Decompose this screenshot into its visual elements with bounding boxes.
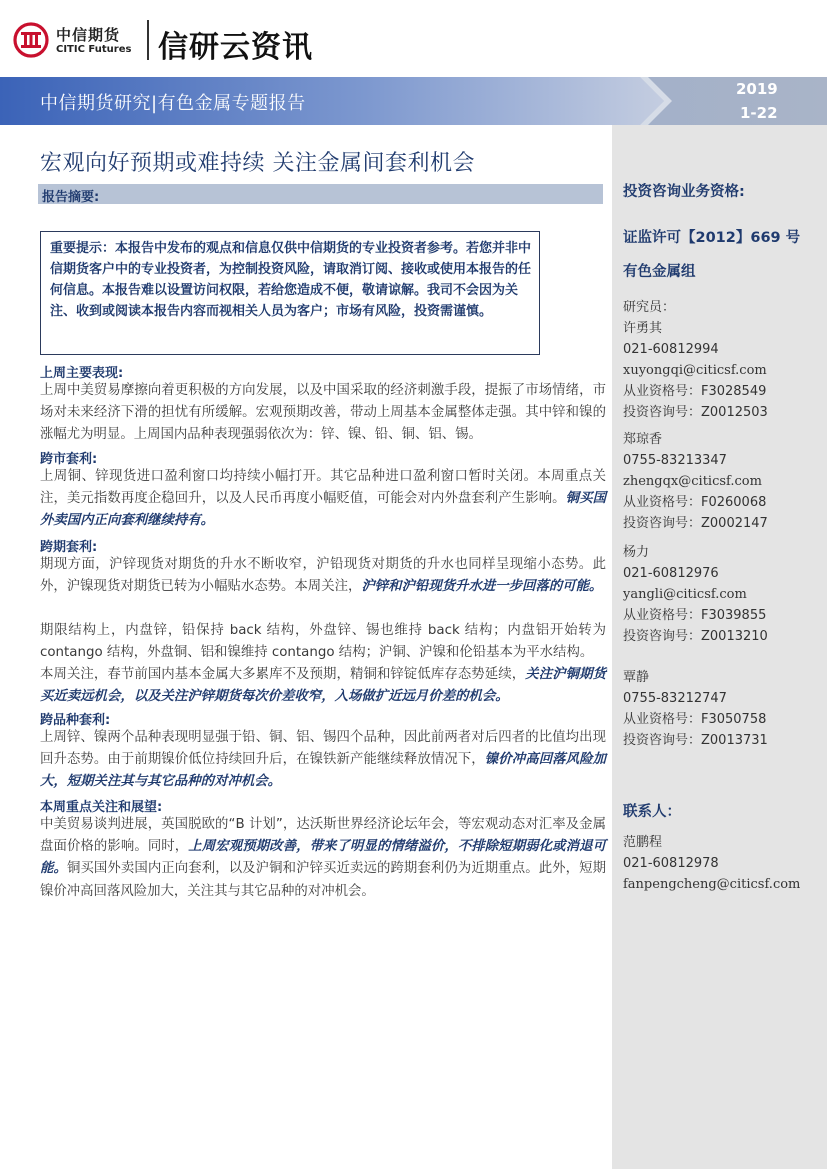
section-paragraph: [40, 466, 606, 533]
researcher-name: 杨力: [623, 545, 650, 560]
researcher-qualification: 从业资格号：F3028549: [623, 384, 767, 399]
researcher-phone: 021-60812976: [623, 566, 719, 581]
section-paragraph: [40, 664, 606, 708]
emphasis-text: 铜买国外卖国内正向套利继续持有。: [40, 491, 607, 529]
research-group: 有色金属组: [623, 264, 696, 280]
paragraph-text: 期限结构上，内盘锌，铅保持 back 结构，外盘锌、锡也维持 back 结构；内盘铝开始转为 contango 结构，外盘铜、铝和镍维持 contango 结构；沪铜、沪镍和伦铅基本为平水结构。: [40, 623, 606, 661]
section-paragraph: [40, 727, 606, 794]
brand-name-en: CITIC Futures: [56, 44, 132, 55]
researcher-phone: 021-60812994: [623, 342, 719, 357]
researcher-email[interactable]: xuyongqi@citicsf.com: [623, 363, 767, 378]
contact-phone: 021-60812978: [623, 856, 719, 871]
citic-logo-icon: [13, 22, 49, 58]
researcher-qualification: 从业资格号：F3050758: [623, 712, 767, 727]
paragraph-text: 上周中美贸易摩擦向着更积极的方向发展，以及中国采取的经济刺激手段，提振了市场情绪，市场对未来经济下滑的担忧有所缓解。宏观预期改善，带动上周基本金属整体走强。其中锌和镍的涨幅尤为明显。上周国内品种表现强弱依次为：锌、镍、铅、铜、铝、锡。: [40, 383, 606, 443]
researcher-consult-number: 投资咨询号：Z0013731: [623, 733, 768, 748]
researcher-card: [623, 318, 768, 423]
emphasis-text: 沪锌和沪铅现货升水进一步回落的可能。: [361, 579, 603, 595]
section-heading: 跨市套利:: [40, 452, 98, 467]
researcher-qualification: 从业资格号：F3039855: [623, 608, 767, 623]
paragraph-text: 本周关注，春节前国内基本金属大多累库不及预期，精铜和锌锭低库存态势延续，: [40, 667, 526, 682]
section-paragraph: [40, 554, 606, 598]
researcher-phone: 0755-83212747: [623, 691, 727, 706]
paragraph-text: 中美贸易谈判进展，英国脱欧的“B 计划”，达沃斯世界经济论坛年会，等宏观动态对汇率及金属盘面价格的影响。同时，: [40, 817, 606, 855]
researcher-consult-number: 投资咨询号：Z0012503: [623, 405, 768, 420]
researcher-consult-number: 投资咨询号：Z0013210: [623, 629, 768, 644]
researcher-label: 研究员：: [623, 300, 676, 315]
researcher-name: 郑琼香: [623, 432, 663, 447]
section-paragraph: [40, 620, 606, 664]
emphasis-text: 上周宏观预期改善，带来了明显的情绪溢价，不排除短期弱化或消退可能。: [40, 839, 607, 877]
report-date-monthday: 1-22: [740, 104, 778, 122]
researcher-card: [623, 542, 768, 647]
researcher-email[interactable]: zhengqx@citicsf.com: [623, 474, 762, 489]
license-number: 证监许可【2012】669 号: [623, 230, 801, 246]
disclaimer-text: 重要提示：本报告中发布的观点和信息仅供中信期货的专业投资者参考。若您并非中信期货客户中的专业投资者，为控制投资风险，请取消订阅、接收或使用本报告的任何信息。本报告难以设置访问权限，若给您造成不便，敬请谅解。我司不会因为关注、收到或阅读本报告内容而视相关人员为客户；市场有风险，投资需谨慎。: [50, 241, 532, 319]
researcher-name: 覃静: [623, 670, 650, 685]
qualification-title: 投资咨询业务资格:: [623, 184, 745, 200]
section-paragraph: [40, 380, 606, 447]
summary-label: 报告摘要:: [42, 190, 100, 205]
report-title: 宏观向好预期或难持续 关注金属间套利机会: [40, 151, 475, 176]
emphasis-text: 镍价冲高回落风险加大，短期关注其与其它品种的对冲机会。: [40, 752, 606, 790]
researcher-consult-number: 投资咨询号：Z0002147: [623, 516, 768, 531]
researcher-card: [623, 667, 768, 751]
report-category: 中信期货研究|有色金属专题报告: [40, 93, 306, 114]
brand-name-cn: 中信期货: [56, 26, 121, 44]
product-title: 信研云资讯: [158, 30, 313, 65]
section-heading: 跨期套利:: [40, 540, 98, 555]
paragraph-text: 期现方面，沪锌现货对期货的升水不断收窄，沪铅现货对期货的升水也同样呈现缩小态势。此外，沪镍现货对期货已转为小幅贴水态势。本周关注，: [40, 557, 606, 595]
researcher-email[interactable]: yangli@citicsf.com: [623, 587, 747, 602]
contact-card: [623, 832, 800, 895]
paragraph-text: 上周铜、锌现货进口盈利窗口均持续小幅打开。其它品种进口盈利窗口暂时关闭。本周重点关注，美元指数再度企稳回升，以及人民币再度小幅贬值，可能会对内外盘套利产生影响。: [40, 469, 606, 507]
researcher-phone: 0755-83213347: [623, 453, 727, 468]
researcher-card: [623, 429, 768, 534]
paragraph-text: 铜买国外卖国内正向套利，以及沪铜和沪锌买近卖远的跨期套利仍为近期重点。此外，短期镍价冲高回落风险加大，关注其与其它品种的对冲机会。: [40, 861, 607, 899]
researcher-qualification: 从业资格号：F0260068: [623, 495, 767, 510]
report-date-year: 2019: [736, 80, 778, 98]
contact-email[interactable]: fanpengcheng@citicsf.com: [623, 877, 801, 892]
researcher-name: 许勇其: [623, 321, 663, 336]
section-heading: 上周主要表现:: [40, 366, 124, 381]
sidebar-panel: [612, 125, 827, 1169]
section-heading: 本周重点关注和展望:: [40, 800, 163, 815]
contact-name: 范鹏程: [623, 835, 663, 850]
summary-bar: [38, 184, 603, 204]
paragraph-text: 上周锌、镍两个品种表现明显强于铅、铜、铝、锡四个品种，因此前两者对后四者的比值均出现回升态势。由于前期镍价低位持续回升后，在镍铁新产能继续释放情况下，: [40, 730, 606, 768]
section-paragraph: [40, 814, 606, 903]
emphasis-text: 关注沪铜期货买近卖远机会，以及关注沪锌期货每次价差收窄，入场做扩近远月价差的机会。: [40, 667, 607, 705]
contact-title: 联系人：: [623, 804, 681, 820]
section-heading: 跨品种套利:: [40, 713, 111, 728]
brand-divider: [147, 20, 149, 60]
